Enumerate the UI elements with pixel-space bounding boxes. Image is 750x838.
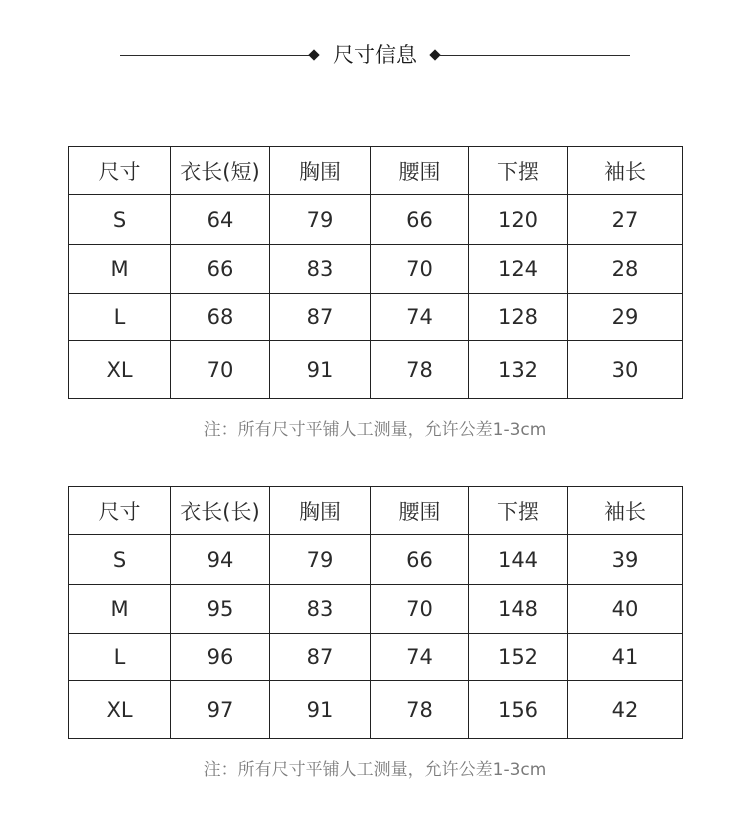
table-row [69,195,683,245]
table-cell: 124 [469,245,568,294]
header-cell: 腰围 [371,147,469,195]
table-cell: 144 [469,535,568,585]
header-cell: 衣长(长) [171,487,270,535]
size-table-long [68,486,683,739]
table-cell: S [69,195,171,245]
table-cell: 30 [568,341,683,399]
table-cell: L [69,294,171,341]
table-cell: 156 [469,681,568,739]
table-cell: 74 [371,294,469,341]
table-cell: 70 [371,585,469,634]
page-title: 尺寸信息 [333,43,417,67]
table-cell: 128 [469,294,568,341]
table-cell: 96 [171,634,270,681]
table-cell: 41 [568,634,683,681]
table-cell: 70 [171,341,270,399]
header-cell: 下摆 [469,487,568,535]
table-cell: 70 [371,245,469,294]
header-cell: 下摆 [469,147,568,195]
table-cell: 83 [270,245,371,294]
table-cell: 94 [171,535,270,585]
table-cell: 78 [371,681,469,739]
header-cell: 袖长 [568,147,683,195]
table-cell: 42 [568,681,683,739]
table-cell: XL [69,341,171,399]
size-table-short [68,146,683,399]
table-row [69,341,683,399]
header-cell: 腰围 [371,487,469,535]
table-cell: M [69,245,171,294]
table-cell: 64 [171,195,270,245]
table-cell: 120 [469,195,568,245]
table-cell: 79 [270,535,371,585]
table-header-row [69,147,683,195]
table-cell: 66 [371,195,469,245]
table-cell: 87 [270,294,371,341]
table-cell: 152 [469,634,568,681]
table-cell: 87 [270,634,371,681]
table-cell: 95 [171,585,270,634]
header-cell: 尺寸 [69,487,171,535]
measurement-note: 注：所有尺寸平铺人工测量，允许公差1-3cm [203,420,547,440]
table-cell: 132 [469,341,568,399]
table-cell: 91 [270,341,371,399]
diamond-right-icon [429,49,440,60]
table-cell: 83 [270,585,371,634]
table-cell: M [69,585,171,634]
table-cell: 148 [469,585,568,634]
header-divider-left [120,55,310,56]
table-row [69,245,683,294]
diamond-left-icon [308,49,319,60]
header-divider-right [440,55,630,56]
section-header [0,36,750,76]
table-cell: 74 [371,634,469,681]
table-row [69,294,683,341]
table-cell: 29 [568,294,683,341]
table-cell: 27 [568,195,683,245]
table-row [69,681,683,739]
header-cell: 衣长(短) [171,147,270,195]
table-header-row [69,487,683,535]
table-cell: L [69,634,171,681]
table-cell: 66 [171,245,270,294]
table-row [69,634,683,681]
table-cell: 40 [568,585,683,634]
table-cell: 91 [270,681,371,739]
table-cell: 28 [568,245,683,294]
table-cell: S [69,535,171,585]
table-cell: 68 [171,294,270,341]
table-cell: 97 [171,681,270,739]
table-cell: 66 [371,535,469,585]
table-cell: 39 [568,535,683,585]
header-cell: 胸围 [270,487,371,535]
header-cell: 尺寸 [69,147,171,195]
table-cell: 79 [270,195,371,245]
table-cell: XL [69,681,171,739]
table-cell: 78 [371,341,469,399]
table-row [69,535,683,585]
header-cell: 胸围 [270,147,371,195]
measurement-note: 注：所有尺寸平铺人工测量，允许公差1-3cm [203,760,547,780]
table-row [69,585,683,634]
header-cell: 袖长 [568,487,683,535]
